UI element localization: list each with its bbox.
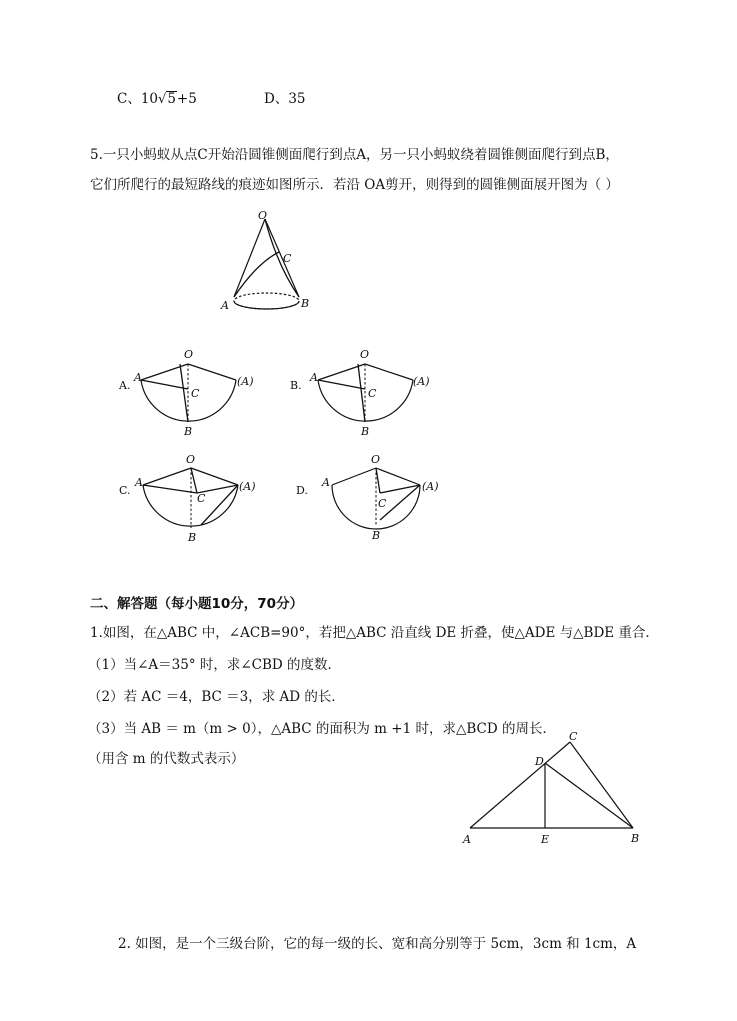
- fan-c-b: B: [188, 531, 197, 544]
- fan-d-c: C: [378, 497, 387, 510]
- fan-b-c: C: [368, 387, 377, 400]
- fan-c-letter: C.: [119, 484, 131, 497]
- fan-option-a: [115, 345, 255, 440]
- fan-a-a: A: [134, 371, 142, 384]
- fan-c-o: O: [186, 453, 196, 466]
- p1-sub3: （3）当 AB ＝ m（m > 0），△ABC 的面积为 m +1 时，求△BCD 的周长．: [88, 721, 556, 737]
- fan-option-c: [115, 450, 260, 545]
- option-c: [117, 90, 197, 109]
- fan-d-b: B: [372, 529, 381, 542]
- fan-c-aparen: (A): [239, 480, 256, 493]
- option-c-radicand: 5: [167, 91, 176, 107]
- option-d: D、35: [264, 91, 306, 107]
- p1-sub1: （1）当∠A＝35° 时，求∠CBD 的度数．: [88, 657, 342, 673]
- cone-label-o: O: [258, 209, 268, 222]
- fan-b-aparen: (A): [413, 375, 430, 388]
- fan-b-a: A: [310, 371, 318, 384]
- fan-b-letter: B.: [290, 379, 302, 392]
- section-2-title: 二、解答题（每小题10分，70分）: [90, 596, 304, 612]
- cone-label-a: A: [221, 299, 229, 312]
- triangle-figure: [460, 725, 650, 850]
- tri-label-a: A: [463, 833, 471, 846]
- cone-label-c: C: [283, 252, 292, 265]
- fan-a-letter: A.: [119, 379, 131, 392]
- p1-sub2: （2）若 AC ＝4，BC ＝3，求 AD 的长．: [88, 689, 345, 705]
- fan-a-aparen: (A): [237, 375, 254, 388]
- p1-stem: 1.如图，在△ABC 中，∠ACB=90°，若把△ABC 沿直线 DE 折叠，使△ADE 与△BDE 重合．: [90, 625, 659, 641]
- fan-c-a: A: [135, 476, 143, 489]
- fan-option-b: [288, 345, 438, 440]
- fan-c-c: C: [197, 492, 206, 505]
- cone-label-b: B: [301, 297, 310, 310]
- fan-b-b: B: [361, 425, 370, 438]
- option-c-label: C、: [117, 91, 141, 107]
- q5-line-1: 5.一只小蚂蚁从点C开始沿圆锥侧面爬行到点A，另一只小蚂蚁绕着圆锥侧面爬行到点B，: [90, 147, 619, 163]
- q5-line-2: 它们所爬行的最短路线的痕迹如图所示．若沿 OA剪开，则得到的圆锥侧面展开图为（ ）: [90, 177, 619, 193]
- p1-note: （用含 m 的代数式表示）: [88, 751, 245, 767]
- tri-label-e: E: [541, 833, 550, 846]
- fan-d-a: A: [322, 476, 330, 489]
- fan-a-o: O: [184, 348, 194, 361]
- fan-b-o: O: [360, 348, 370, 361]
- fan-d-o: O: [371, 453, 381, 466]
- fan-a-c: C: [191, 387, 200, 400]
- option-c-tail: +5: [176, 91, 197, 107]
- fan-d-aparen: (A): [422, 480, 439, 493]
- tri-label-c: C: [569, 730, 578, 743]
- tri-label-d: D: [535, 755, 544, 768]
- tri-label-b: B: [631, 832, 640, 845]
- option-c-coef: 10: [140, 91, 159, 107]
- p2-text: 2. 如图，是一个三级台阶，它的每一级的长、宽和高分别等于 5cm，3cm 和 1cm，A: [118, 936, 637, 952]
- sqrt-sign: √: [158, 92, 167, 107]
- cone-figure: [215, 205, 325, 315]
- fan-option-d: [292, 450, 442, 545]
- fan-a-b: B: [184, 425, 193, 438]
- fan-d-letter: D.: [296, 484, 308, 497]
